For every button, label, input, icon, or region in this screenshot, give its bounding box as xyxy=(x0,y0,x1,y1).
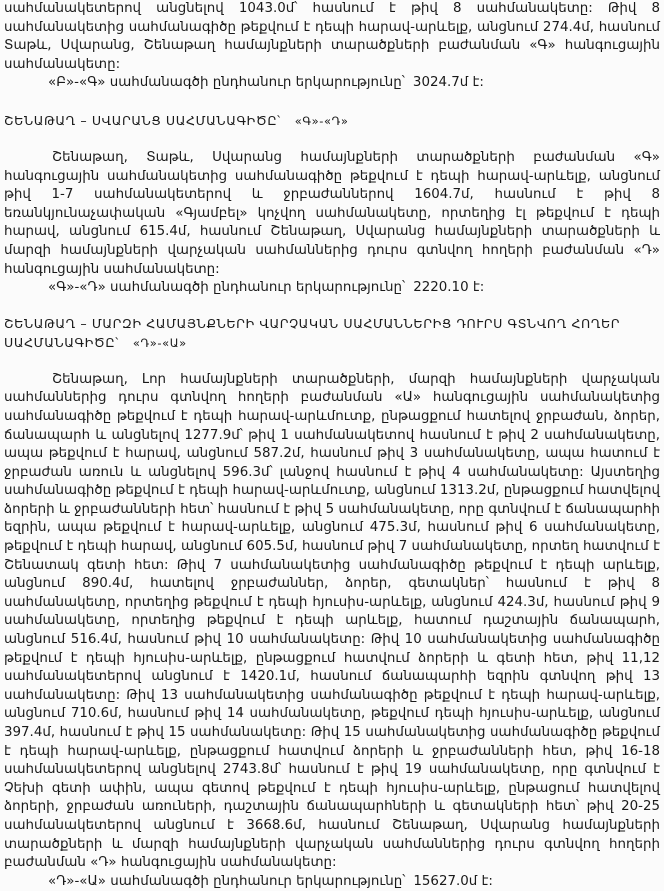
total-length-gd xyxy=(4,279,660,298)
total-length-da xyxy=(4,873,660,891)
total-length-bg xyxy=(4,74,660,93)
section-title: ՇԵՆԱԹԱՂ – ՍՎԱՐԱՆՑ ՍԱՀՄԱՆԱԳԻԾԸ՝ xyxy=(4,112,281,128)
total-value: 2220.10 է: xyxy=(413,280,485,296)
total-value: 3024.7մ է: xyxy=(412,75,484,91)
section-title-line2: ՍԱՀՄԱՆԱԳԻԾԸ՝ xyxy=(4,334,119,350)
section-heading-da xyxy=(4,314,660,353)
section-paragraph-da: Շենաթաղ, Լոր համայնքների տարածքների, մարզի համայնքների վարչական սահմաններից դուրս գտնվող հողերի բաժանման «Ա» հանգուցային սահմանակետից սահմանագիծը թեքվում է դեպի հարավ-արևմուտք, ընթացքում հատելով ջրբաժան, ձորեր, ճանապարհ և անցնելով 1277.9մ՝ թիվ 1 սահմանակետով հասնում է թիվ 2 սահմանակետը, ապա թեքվում է հարավ, անցնում 587.2մ, հասնում թիվ 3 սահմանակետը, ապա հատում է ջրբաժան առուն և անցնելով 596.3մ՝ լանջով հասնում է թիվ 4 սահմանակետը: Այստեղից սահմանագիծը թեքվում է դեպի հարավ-արևմուտք, անցնում 1313.2մ, ընթացքում հատվելով ձորերի և ջրբաժանների հետ՝ հասնում է թիվ 5 սահմանակետը, որը գտնվում է ճանապարհի եզրին, ապա թեքվում է հարավ-արևելք, անցնում 475.3մ, հասնում թիվ 6 սահմանակետը, թեքվում է դեպի հարավ, անցնում 605.5մ, հասնում թիվ 7 սահմանակետը, որտեղ հատվում է Շենատակ գետի հետ: Թիվ 7 սահմանակետից սահմանագիծը թեքվում է դեպի արևելք, անցնում 890.4մ, հատելով ջրբաժաններ, ձորեր, գետակներ՝ հասնում է թիվ 8 սահմանակետը, որտեղից թեքվում է դեպի հյուսիս-արևելք, անցնում 424.3մ, հասնում թիվ 9 սահմանակետը, որտեղից թեքվում է դեպի արևելք, հատում դաշտային ճանապարհ, անցնում 516.4մ, հասնում թիվ 10 սահմանակետը: Թիվ 10 սահմանակետից սահմանագիծը թեքվում է դեպի հյուսիս-արևելք, ընթացքում հատվում ձորերի և գետի հետ, թիվ 11,12 սահմանակետերով անցնում է 1420.1մ, հասնում ճանապարհի եզրին գտնվող թիվ 13 սահմանակետը: Թիվ 13 սահմանակետից սահմանագիծը թեքվում է դեպի հարավ-արևելք, անցնում 710.6մ, հասնում թիվ 14 սահմանակետը, թեքվում դեպի հյուսիս-արևելք, անցնում 397.4մ, հասնում է թիվ 15 սահմանակետը: Թիվ 15 սահմանակետից սահմանագիծը թեքվում է դեպի հարավ-արևելք, ընթացքում հատվում ձորերի և ջրբաժանների հետ, թիվ 16-18 սահմանակետերով անցնելով 2743.8մ՝ հասնում է թիվ 19 սահմանակետը, որը գտնվում է Չեխի գետի ափին, ապա գետով թեքվում է դեպի հյուսիս-արևելք, ընթացում հատվելով ձորերի, ջրբաժան առուների, դաշտային ճանապարհների և գետակների հետ՝ թիվ 20-25 սահմանակետերով անցնում է 3668.6մ, հասնում Շենաթաղ, Սվարանց համայնքների տարածքների և մարզի համայնքների վարչական սահմաններից դուրս գտնվող հողերի բաժանման «Դ» հանգուցային սահմանակետը: xyxy=(4,371,660,871)
section-code: «Գ»-«Դ» xyxy=(294,113,349,128)
section-paragraph-gd: Շենաթաղ, Տաթև, Սվարանց համայնքների տարածքների բաժանման «Գ» հանգուցային սահմանակետից սահմանագիծը թեքվում է դեպի հարավ-արևելք, անցնում թիվ 1-7 սահմանակետերով և ջրբաժաններով 1604.7մ, հասնում է թիվ 8 եռանկյունաչափական «Գյամբել» կոչվող սահմանակետը, որտեղից էլ թեքվում է դեպի հարավ, անցնում 615.4մ, հասնում Շենաթաղ, Սվարանց համայնքների տարածքների և մարզի համայնքների վարչական սահմաններից դուրս գտնվող հողերի բաժանման «Դ» հանգուցային սահմանակետը: xyxy=(4,149,660,277)
total-label: «Բ»-«Գ» սահմանագծի ընդհանուր երկարությունը՝ xyxy=(48,75,405,91)
intro-paragraph: սահմանակետերով անցնելով 1043.0մ՝ հասնում է թիվ 8 սահմանակետը: Թիվ 8 սահմանակետից սահմանագիծը թեքվում է դեպի հարավ-արևելք, անցնում 274.4մ, հասնում Տաթև, Սվարանց, Շենաթաղ համայնքների տարածքների բաժանման «Գ» հանգուցային սահմանակետը: xyxy=(4,1,660,72)
section-heading-gd xyxy=(4,111,660,131)
section-title-line1: ՇԵՆԱԹԱՂ – ՄԱՐԶԻ ՀԱՄԱՅՆՔՆԵՐԻ ՎԱՐՉԱԿԱՆ ՍԱՀՄԱՆՆԵՐԻՑ ԴՈՒՐՍ ԳՏՆՎՈՂ ՀՈՂԵՐ xyxy=(4,315,621,331)
total-value: 15627.0մ է: xyxy=(413,873,493,889)
section-code: «Դ»-«Ա» xyxy=(132,335,187,350)
total-label: «Գ»-«Դ» սահմանագծի ընդհանուր երկարությունը՝ xyxy=(48,280,406,296)
total-label: «Դ»-«Ա» սահմանագծի ընդհանուր երկարությունը՝ xyxy=(48,873,406,889)
